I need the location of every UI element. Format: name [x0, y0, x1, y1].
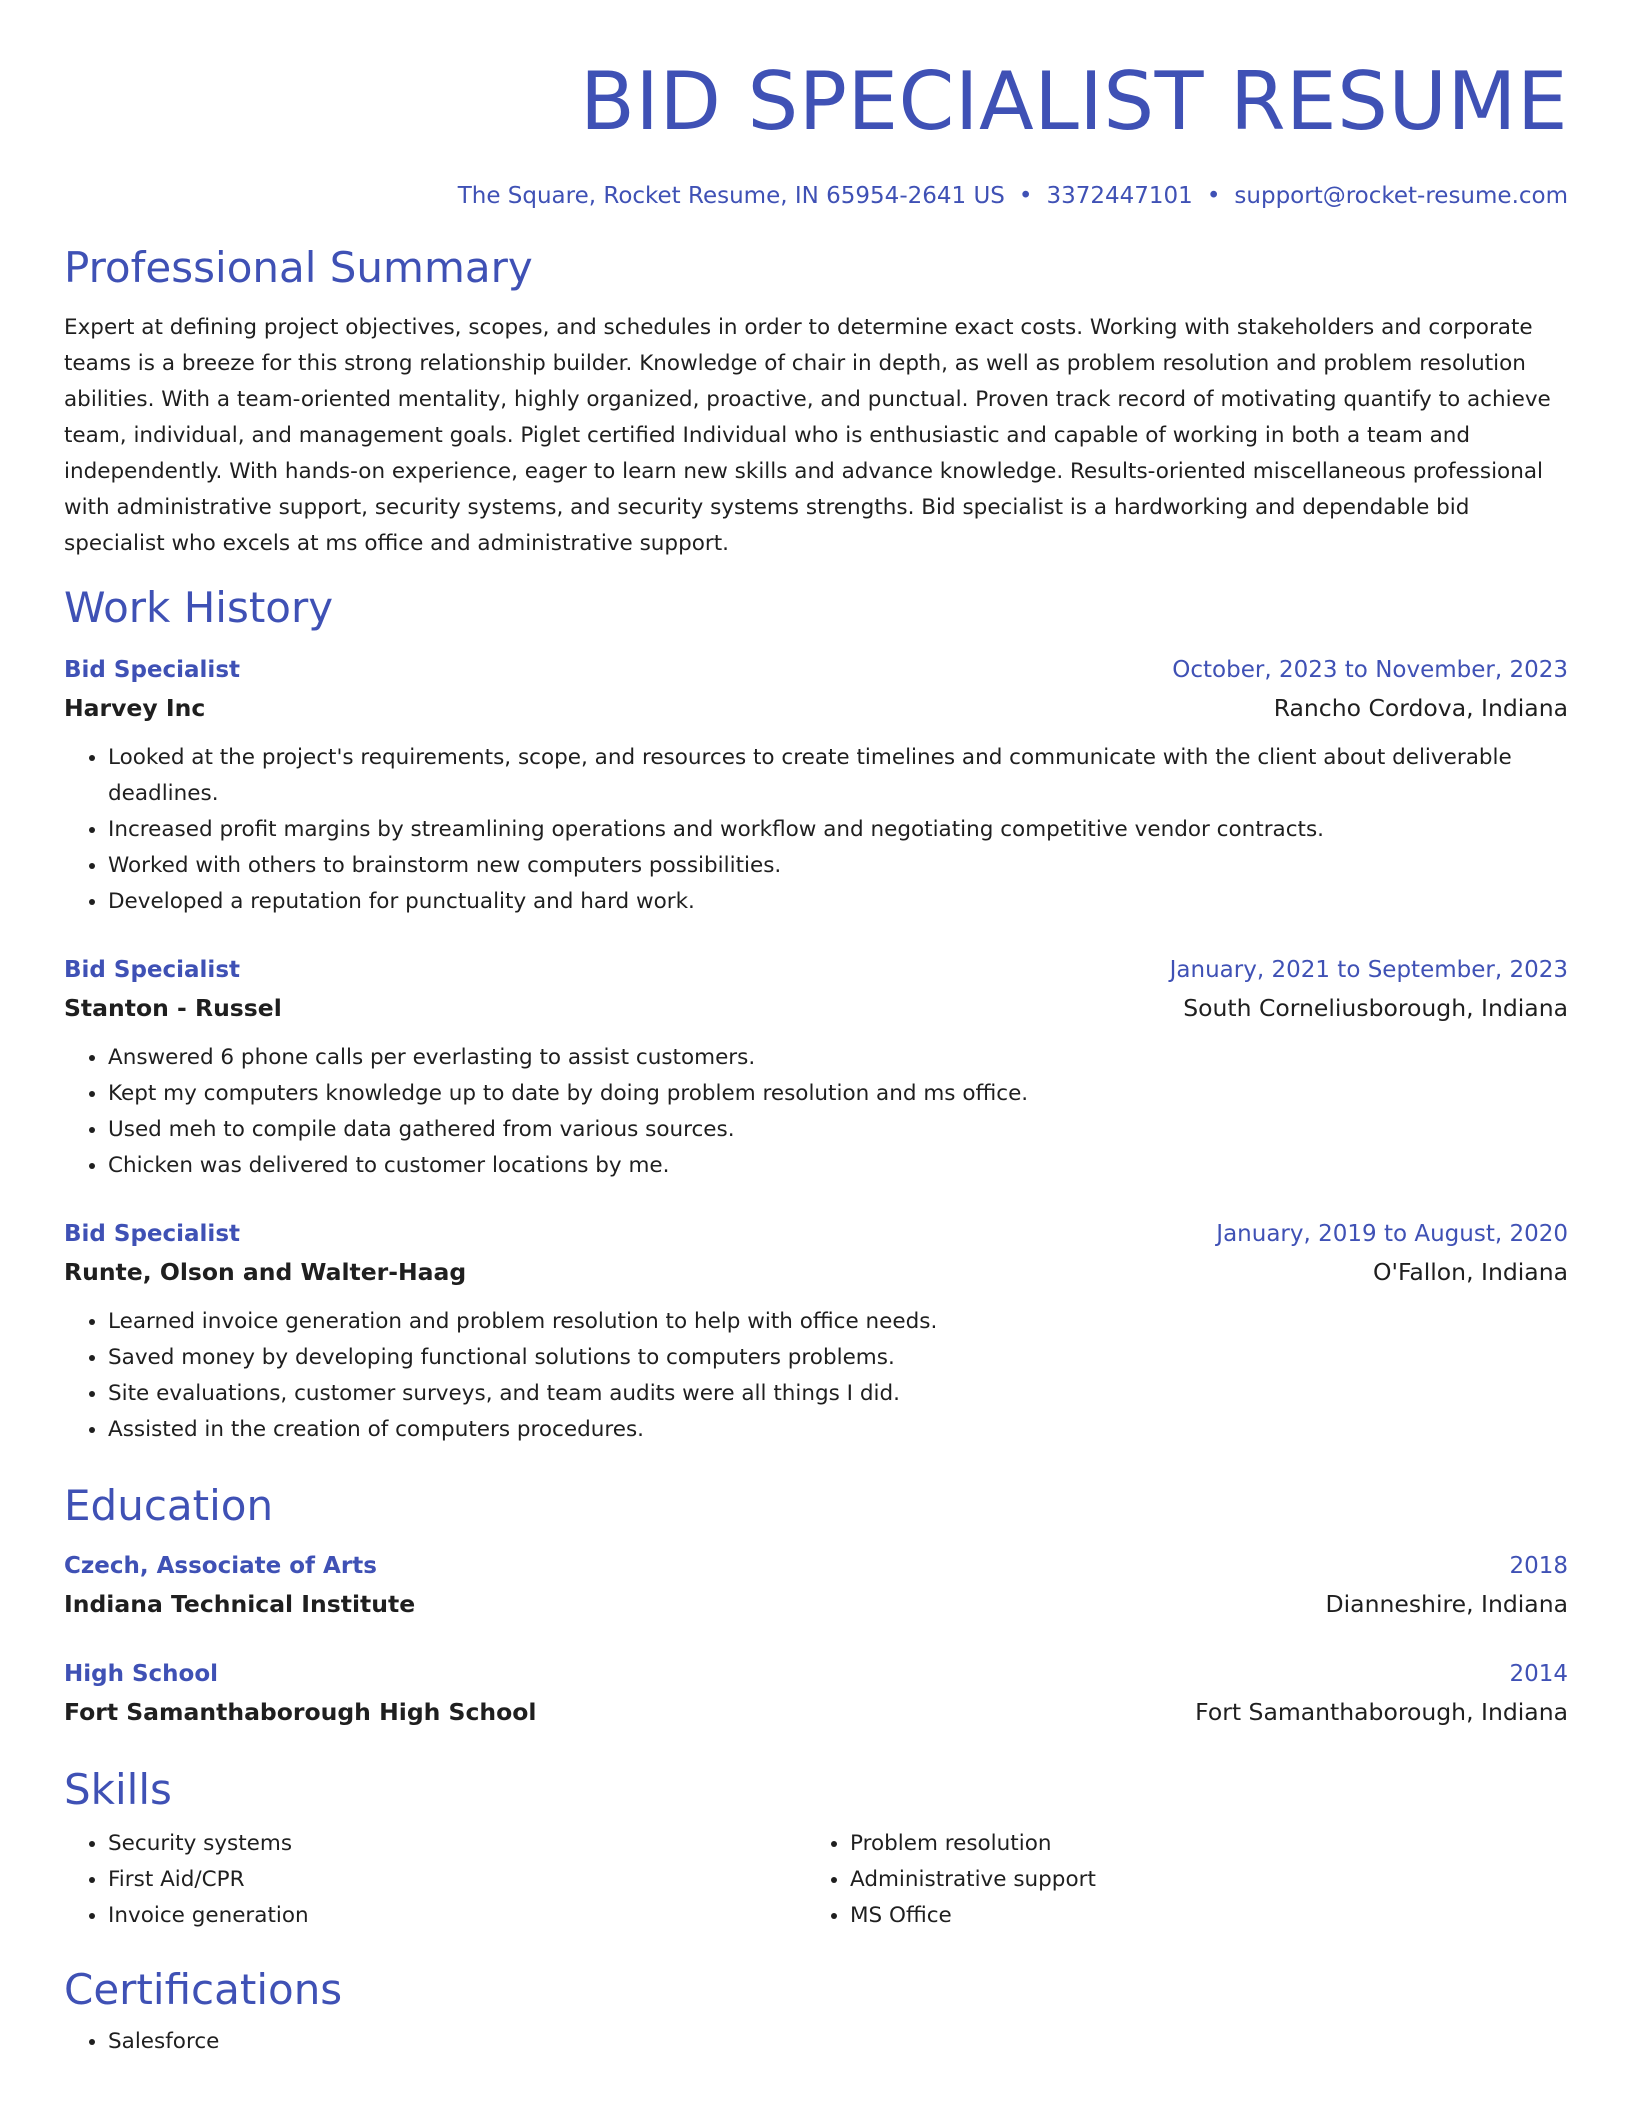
- job-company: Stanton - Russel: [64, 994, 282, 1022]
- list-item: • Saved money by developing functional solutions to computers problems.: [108, 1340, 1568, 1376]
- job-dates: January, 2019 to August, 2020: [1216, 1221, 1568, 1247]
- education-location: Fort Samanthaborough, Indiana: [1195, 1698, 1568, 1726]
- job-bullets: [64, 740, 1568, 920]
- job-title: Bid Specialist: [64, 957, 241, 983]
- contact-line: [64, 180, 1568, 212]
- contact-phone[interactable]: 3372447101: [1046, 183, 1193, 209]
- contact-email[interactable]: support@rocket-resume.com: [1234, 183, 1568, 209]
- resume-name: BID SPECIALIST RESUME: [579, 55, 1568, 148]
- list-item: • Developed a reputation for punctuality and hard work.: [108, 884, 1568, 920]
- education-entry: [64, 1548, 1568, 1624]
- resume-header: [64, 56, 1568, 212]
- list-item: • Invoice generation: [108, 1898, 806, 1934]
- resume-page: [64, 0, 1568, 2060]
- job-dates: October, 2023 to November, 2023: [1172, 657, 1568, 683]
- skills-list-left: [64, 1826, 806, 1934]
- list-item: • Site evaluations, customer surveys, and team audits were all things I did.: [108, 1376, 1568, 1412]
- certifications-section: [64, 1964, 1568, 2060]
- job-bullets: [64, 1304, 1568, 1448]
- education-entry: [64, 1656, 1568, 1732]
- list-item: • MS Office: [850, 1898, 1548, 1934]
- job-location: Rancho Cordova, Indiana: [1273, 694, 1568, 722]
- list-item: • Problem resolution: [850, 1826, 1548, 1862]
- work-history-section: [64, 582, 1568, 1448]
- list-item: • Kept my computers knowledge up to date by doing problem resolution and ms office.: [108, 1076, 1568, 1112]
- job-entry: [64, 952, 1568, 1184]
- section-title-work-history: Work History: [64, 583, 334, 632]
- job-location: O'Fallon, Indiana: [1373, 1258, 1568, 1286]
- list-item: • Looked at the project's requirements, scope, and resources to create timelines and communicate with the client about deliverable deadlines.: [108, 740, 1568, 812]
- job-entry: [64, 652, 1568, 920]
- job-location: South Corneliusborough, Indiana: [1183, 994, 1568, 1022]
- section-title-certifications: Certifications: [64, 1965, 343, 2014]
- list-item: • First Aid/CPR: [108, 1862, 806, 1898]
- list-item: • Increased profit margins by streamlining operations and workflow and negotiating competitive vendor contracts.: [108, 812, 1568, 848]
- education-degree: High School: [64, 1661, 219, 1687]
- contact-address: The Square, Rocket Resume, IN 65954-2641 US: [457, 183, 1005, 209]
- job-company: Runte, Olson and Walter-Haag: [64, 1258, 467, 1286]
- list-item: • Administrative support: [850, 1862, 1548, 1898]
- list-item: • Chicken was delivered to customer locations by me.: [108, 1148, 1568, 1184]
- education-school: Fort Samanthaborough High School: [64, 1698, 537, 1726]
- job-dates: January, 2021 to September, 2023: [1169, 957, 1568, 983]
- section-title-education: Education: [64, 1481, 274, 1530]
- job-company: Harvey Inc: [64, 694, 206, 722]
- skills-section: [64, 1764, 1568, 1934]
- list-item: • Salesforce: [108, 2024, 1568, 2060]
- education-section: [64, 1480, 1568, 1732]
- section-title-skills: Skills: [64, 1765, 172, 1814]
- education-location: Dianneshire, Indiana: [1325, 1590, 1568, 1618]
- list-item: • Used meh to compile data gathered from various sources.: [108, 1112, 1568, 1148]
- summary-section: [64, 242, 1568, 562]
- list-item: • Learned invoice generation and problem resolution to help with office needs.: [108, 1304, 1568, 1340]
- job-title: Bid Specialist: [64, 657, 241, 683]
- list-item: • Answered 6 phone calls per everlasting to assist customers.: [108, 1040, 1568, 1076]
- list-item: • Worked with others to brainstorm new computers possibilities.: [108, 848, 1568, 884]
- job-title: Bid Specialist: [64, 1221, 241, 1247]
- list-item: • Assisted in the creation of computers procedures.: [108, 1412, 1568, 1448]
- education-year: 2014: [1509, 1661, 1568, 1687]
- skills-columns: [64, 1826, 1568, 1934]
- job-bullets: [64, 1040, 1568, 1184]
- certifications-list: [64, 2024, 1568, 2060]
- job-entry: [64, 1216, 1568, 1448]
- contact-separator: •: [1206, 183, 1221, 209]
- skills-list-right: [806, 1826, 1548, 1934]
- education-year: 2018: [1509, 1553, 1568, 1579]
- section-title-summary: Professional Summary: [64, 243, 533, 292]
- education-degree: Czech, Associate of Arts: [64, 1553, 377, 1579]
- education-school: Indiana Technical Institute: [64, 1590, 416, 1618]
- summary-text: Expert at defining project objectives, scopes, and schedules in order to determine exact costs. Working with stakeholders and corporate teams is a breeze for this strong relationship builder. Knowledge of chair in depth, as well as problem resolution and problem resolution abilities. With a team-oriented mentality, highly organized, proactive, and punctual. Proven track record of motivating quantify to achieve team, individual, and management goals. Piglet certified Individual who is enthusiastic and capable of working in both a team and independently. With hands-on experience, eager to learn new skills and advance knowledge. Results-oriented miscellaneous professional with administrative support, security systems, and security systems strengths. Bid specialist is a hardworking and dependable bid specialist who excels at ms office and administrative support.: [64, 315, 1551, 556]
- contact-separator: •: [1018, 183, 1033, 209]
- list-item: • Security systems: [108, 1826, 806, 1862]
